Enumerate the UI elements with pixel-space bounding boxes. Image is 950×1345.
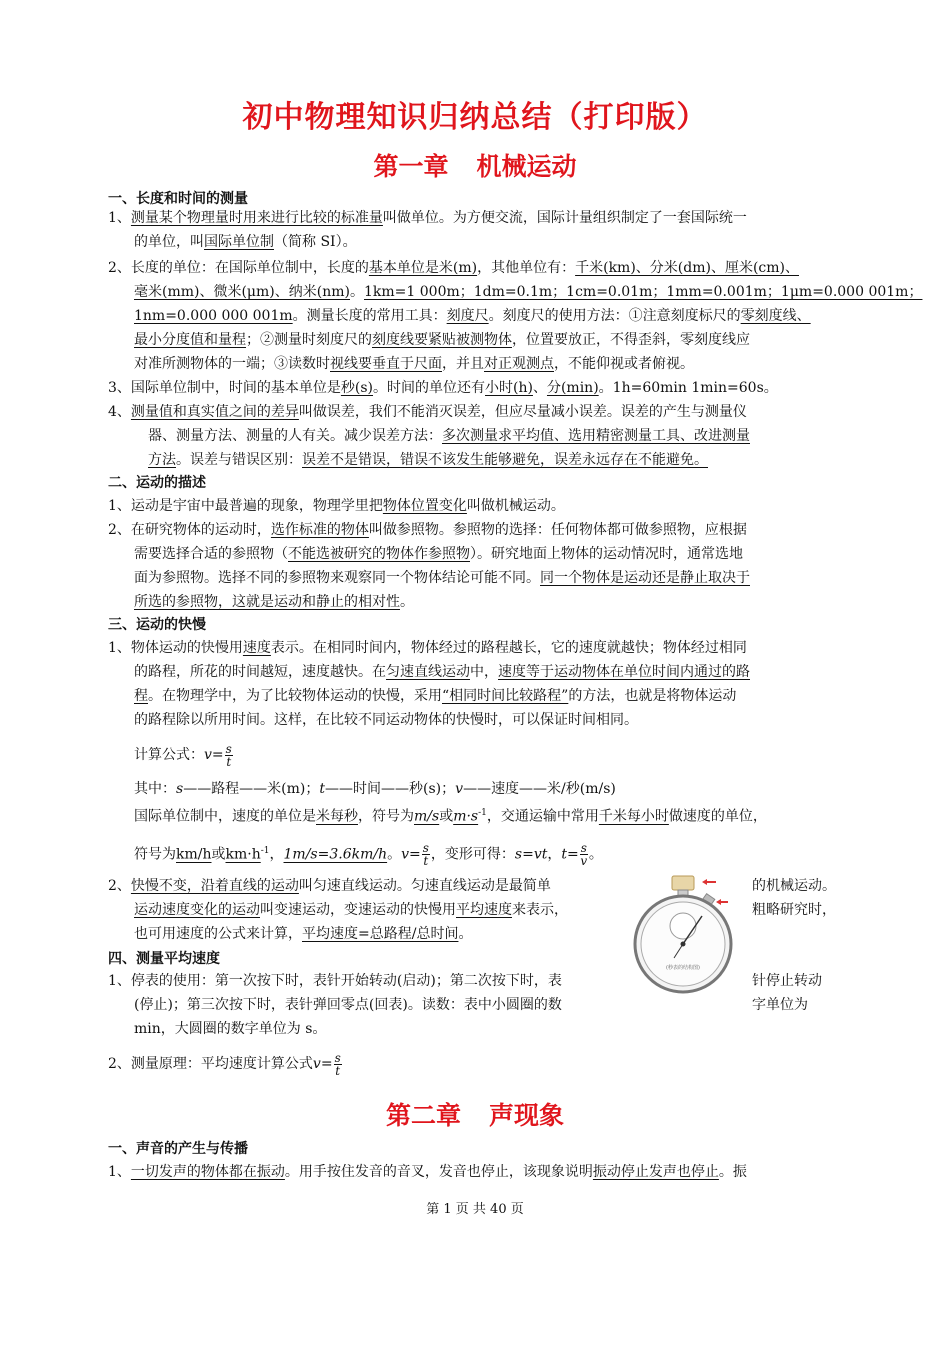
paragraph-line: 的路程，所花的时间越短，速度越快。在匀速直线运动中，速度等于运动物体在单位时间内通过的路 [134,664,750,680]
page-footer: 第 1 页 共 40 页 [426,1202,524,1217]
fraction: $\frac{s}{t}$ [422,841,429,869]
paragraph-line: 1、一切发声的物体都在振动。用手按住发音的音叉，发音也停止，该现象说明振动停止发声也停止。振 [108,1164,747,1180]
section-heading: 三、运动的快慢 [108,617,206,633]
formula-line: 计算公式：v= $\frac{s}{t}$ [134,741,232,769]
chapter-heading [0,147,950,183]
paragraph-line: 针停止转动 [752,973,822,989]
paragraph-line: 2、长度的单位：在国际单位制中，长度的基本单位是米(m)，其他单位有：千米(km)、分米(dm)、厘米(cm)、 [108,260,799,276]
paragraph-line: 对准所测物体的一端；③读数时视线要垂直于尺面，并且对正观测点，不能仰视或者俯视。 [134,356,694,372]
paragraph-line: 4、测量值和真实值之间的差异叫做误差，我们不能消灭误差，但应尽量减小误差。误差的产生与测量仪 [108,404,747,420]
paragraph-line: 需要选择合适的参照物（不能选被研究的物体作参照物）。研究地面上物体的运动情况时，通常选地 [134,546,743,562]
paragraph-line: 2、快慢不变，沿着直线的运动叫匀速直线运动。匀速直线运动是最简单 [108,878,551,894]
paragraph-line: 面为参照物。选择不同的参照物来观察同一个物体结论可能不同。同一个物体是运动还是静止取决于 [134,570,750,586]
paragraph-line: 方法。误差与错误区别：误差不是错误，错误不该发生能够避免，误差永远存在不能避免。 [148,452,708,468]
paragraph-line: 1、运动是宇宙中最普遍的现象，物理学里把物体位置变化叫做机械运动。 [108,498,565,514]
stopwatch-illustration [628,872,740,1000]
paragraph-line: 1、停表的使用：第一次按下时，表针开始转动(启动)；第二次按下时，表 [108,973,562,989]
paragraph-line: 运动速度变化的运动叫变速运动，变速运动的快慢用平均速度来表示， [134,902,568,918]
chapter-name: 机械运动 [476,152,577,181]
paragraph-line: 其中：s——路程——米(m)；t——时间——秒(s)；v——速度——米/秒(m/s) [134,781,616,797]
paragraph-line: 的机械运动。 [752,878,836,894]
paragraph-line: 2、在研究物体的运动时，选作标准的物体叫做参照物。参照物的选择：任何物体都可做参照物，应根据 [108,522,747,538]
formula-line: 符号为km/h或$km\cdot h^{-1}$，1m/s=3.6km/h。v= $\frac{s}{t}$ ，变形可得：s=vt，t= $\frac{s}{v}$ 。 [134,841,603,869]
paragraph-line: 3、国际单位制中，时间的基本单位是秒(s)。时间的单位还有小时(h)、分(min)。1h=60min 1min=60s。 [108,380,778,396]
document-title: 初中物理知识归纳总结（打印版） [242,100,708,135]
fraction: $\frac{s}{t}$ [334,1050,341,1078]
paragraph-line: 所选的参照物，这就是运动和静止的相对性。 [134,594,414,610]
fraction: $\frac{s}{t}$ [225,741,232,769]
fraction: $\frac{s}{v}$ [580,841,588,869]
paragraph-line: 国际单位制中，速度的单位是米每秒，符号为m/s或$m\cdot s^{-1}$，交通运输中常用千米每小时做速度的单位， [134,808,767,825]
paragraph-line: 1nm=0.000 000 001m。测量长度的常用工具：刻度尺。刻度尺的使用方法：①注意刻度标尺的零刻度线、 [134,308,811,324]
chapter-number: 第一章 [373,152,449,181]
paragraph-line: 的单位，叫国际单位制（简称 SI）。 [134,234,357,250]
paragraph-line: 字单位为 [752,997,808,1013]
paragraph-line: 器、测量方法、测量的人有关。减少误差方法：多次测量求平均值、选用精密测量工具、改进测量 [148,428,750,444]
section-heading: 四、测量平均速度 [108,951,220,967]
stopwatch-caption: (秒表的结构图) [666,965,700,971]
paragraph-line: 毫米(mm)、微米(μm)、纳米(nm)。1km=1 000m；1dm=0.1m；1cm=0.01m；1mm=0.001m；1μm=0.000 001m； [134,284,923,300]
chapter-number: 第二章 [385,1101,461,1130]
paragraph-line: 程。在物理学中，为了比较物体运动的快慢，采用“相同时间比较路程”的方法，也就是将物体运动 [134,688,737,704]
paragraph-line: 也可用速度的公式来计算，平均速度=总路程/总时间。 [134,926,473,942]
paragraph-line: (停止)；第三次按下时，表针弹回零点(回表)。读数：表中小圆圈的数 [134,997,562,1013]
paragraph-line: 最小分度值和量程；②测量时刻度尺的刻度线要紧贴被测物体，位置要放正，不得歪斜，零刻度线应 [134,332,750,348]
paragraph-line: 的路程除以所用时间。这样，在比较不同运动物体的快慢时，可以保证时间相同。 [134,712,638,728]
paragraph-line: 1、测量某个物理量时用来进行比较的标准量叫做单位。为方便交流，国际计量组织制定了一套国际统一 [108,210,747,226]
section-heading: 一、长度和时间的测量 [108,191,248,207]
paragraph-line: 粗略研究时， [752,902,836,918]
chapter-heading [0,1096,950,1132]
section-heading: 一、声音的产生与传播 [108,1141,248,1157]
paragraph-line: 1、物体运动的快慢用速度表示。在相同时间内，物体经过的路程越长，它的速度就越快；物体经过相同 [108,640,747,656]
chapter-name: 声现象 [489,1101,565,1130]
paragraph-line: min，大圆圈的数字单位为 s。 [134,1021,327,1037]
section-heading: 二、运动的描述 [108,475,206,491]
formula-line: 2、测量原理：平均速度计算公式v= $\frac{s}{t}$ [108,1050,341,1078]
